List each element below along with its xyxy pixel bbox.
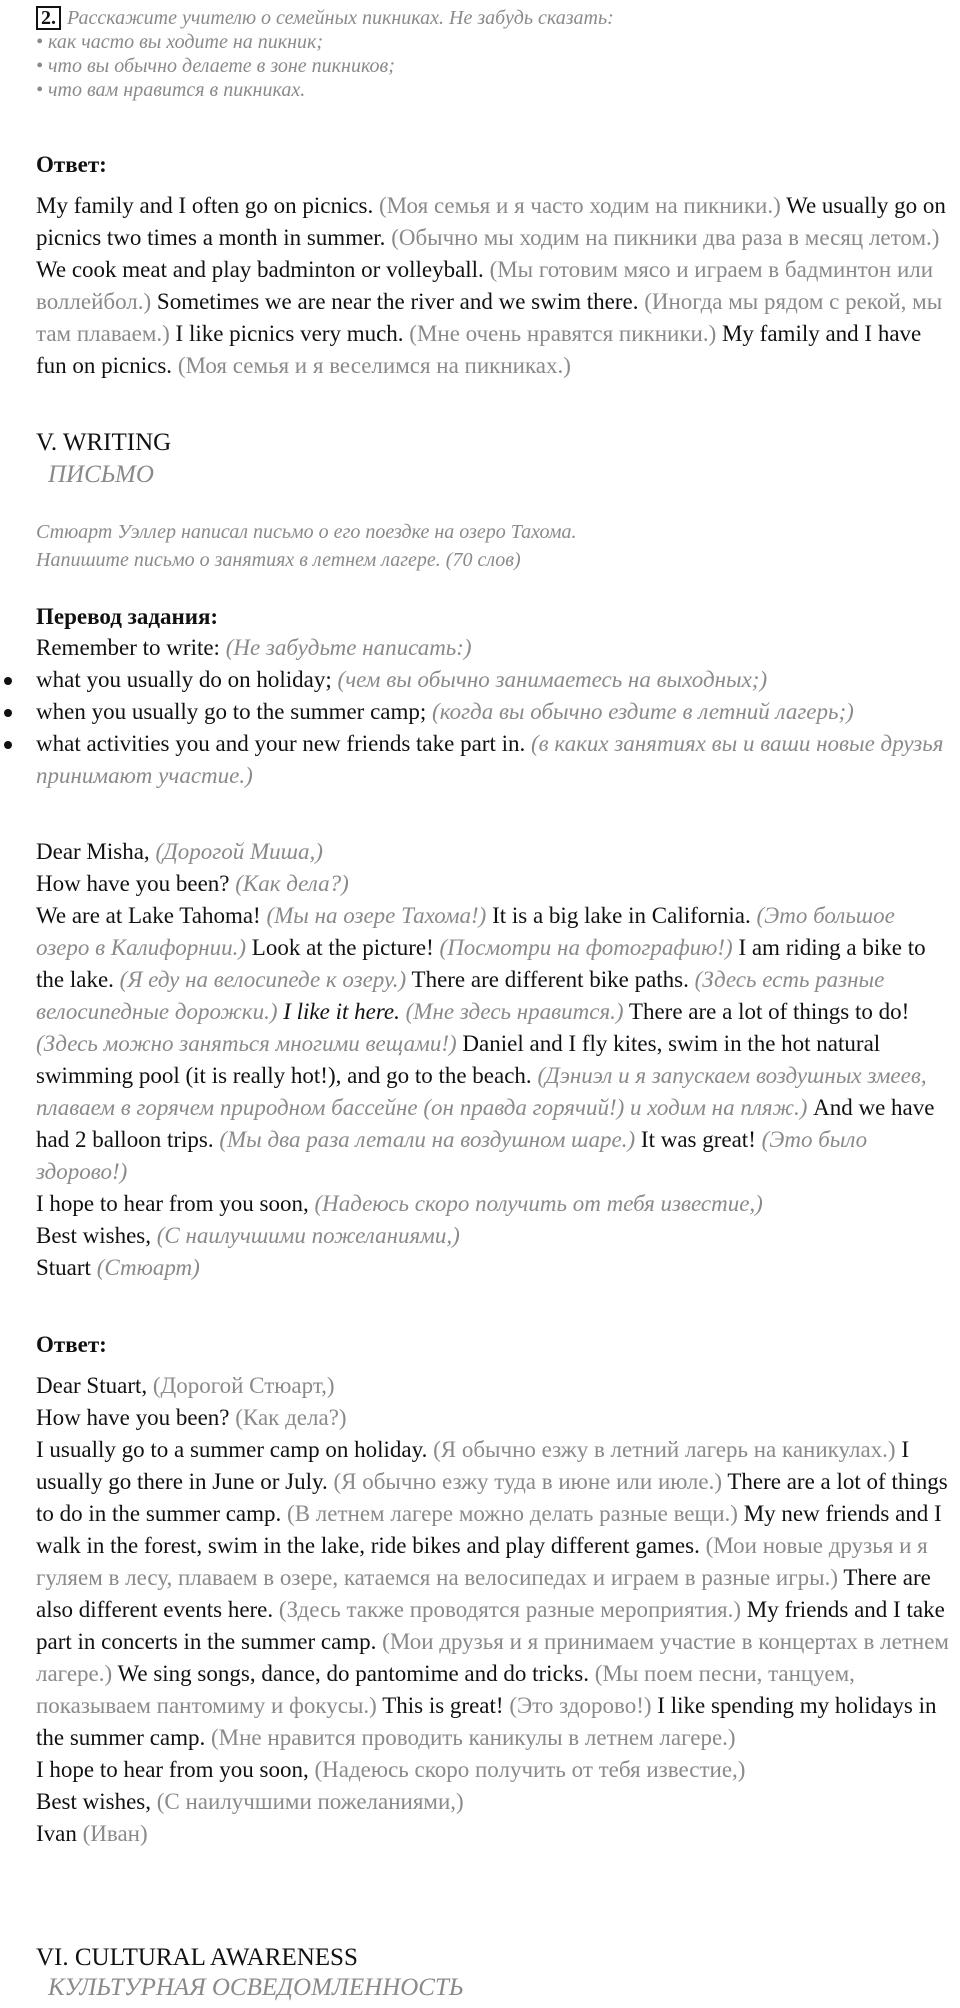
body-en: There are also different events here.: [36, 1565, 931, 1622]
hope-en: I hope to hear from you soon,: [36, 1191, 309, 1216]
letter-how: [36, 868, 952, 900]
answer-text-ru: (Мне очень нравятся пикники.): [409, 321, 717, 346]
letter-wishes: [36, 1786, 952, 1818]
body-ru: (Это большое озеро в Калифорнии.): [36, 903, 895, 960]
answer-text-ru: (Обычно мы ходим на пикники два раза в месяц летом.): [391, 225, 940, 250]
task-2: [36, 6, 952, 102]
letter-how: [36, 1402, 952, 1434]
how-ru: (Как дела?): [235, 1405, 347, 1430]
hope-ru: (Надеюсь скоро получить от тебя известие,): [314, 1757, 746, 1782]
task-prompt: Расскажите учителю о семейных пикниках. Не забудь сказать:: [67, 7, 614, 29]
bullet-en: when you usually go to the summer camp;: [36, 699, 427, 724]
body-ru: (Здесь есть разные велосипедные дорожки.): [36, 967, 885, 1024]
wishes-ru: (С наилучшими пожеланиями,): [156, 1223, 460, 1248]
translation-bullets: [36, 664, 952, 792]
translation-intro: [36, 632, 952, 664]
body-en: And we have had 2 balloon trips.: [36, 1095, 935, 1152]
answer-text-ru: (Мы готовим мясо и играем в бадминтон или воллейбол.): [36, 257, 934, 314]
body-en: There are a lot of things to do!: [628, 999, 910, 1024]
letter-wishes: [36, 1220, 952, 1252]
section-title: VI. CULTURAL AWARENESS: [36, 1944, 358, 1971]
letter-hope: [36, 1188, 952, 1220]
body-en: It was great!: [640, 1127, 756, 1152]
wishes-ru: (С наилучшими пожеланиями,): [156, 1789, 464, 1814]
section-subtitle: ПИСЬМО: [48, 461, 154, 488]
bullet-item: [36, 696, 952, 728]
letter-greeting: [36, 836, 952, 868]
hope-ru: (Надеюсь скоро получить от тебя известие,): [314, 1191, 763, 1216]
body-en: We are at Lake Tahoma!: [36, 903, 261, 928]
body-en: It is a big lake in California.: [492, 903, 751, 928]
body-ru: (Мы на озере Тахома!): [266, 903, 487, 928]
answer-text-ru: (Моя семья и я часто ходим на пикники.): [379, 193, 781, 218]
letter-signature: [36, 1252, 952, 1284]
how-ru: (Как дела?): [235, 871, 349, 896]
body-en: Look at the picture!: [251, 935, 434, 960]
letter-body: [36, 1434, 952, 1754]
answer-text-en: My family and I often go on picnics.: [36, 193, 374, 218]
letter-body: [36, 900, 952, 1188]
how-en: How have you been?: [36, 871, 230, 896]
body-ru: (В летнем лагере можно делать разные вещи.): [287, 1501, 738, 1526]
bullet-en: what activities you and your new friends take part in.: [36, 731, 526, 756]
letter-hope: [36, 1754, 952, 1786]
section-subtitle: КУЛЬТУРНАЯ ОСВЕДОМЛЕННОСТЬ: [48, 1974, 464, 2001]
answer-letter: [36, 1370, 952, 1850]
answer-text-en: We usually go on picnics two times a month in summer.: [36, 193, 946, 250]
bullet-en: what you usually do on holiday;: [36, 667, 332, 692]
body-ru: (Я еду на велосипеде к озеру.): [119, 967, 407, 992]
answer-text-en: Sometimes we are near the river and we swim there.: [156, 289, 639, 314]
answer-text-en: We cook meat and play badminton or volleyball.: [36, 257, 484, 282]
answer-heading: Ответ:: [36, 152, 107, 177]
task-item: • что вы обычно делаете в зоне пикников;: [36, 55, 395, 77]
bullet-icon: [4, 677, 12, 685]
body-ru: (Я обычно езжу туда в июне или июле.): [333, 1469, 722, 1494]
answer-text-en: I like picnics very much.: [175, 321, 404, 346]
bullet-icon: [4, 709, 12, 717]
example-letter: [36, 836, 952, 1284]
answer-text-ru: (Моя семья и я веселимся на пикниках.): [177, 353, 571, 378]
signature-ru: (Стюарт): [96, 1255, 200, 1280]
signature-en: Ivan: [36, 1821, 77, 1846]
how-en: How have you been?: [36, 1405, 230, 1430]
body-en: My friends and I take part in concerts in the summer camp.: [36, 1597, 945, 1654]
body-en: I am riding a bike to the lake.: [36, 935, 926, 992]
greeting-ru: (Дорогой Стюарт,): [152, 1373, 335, 1398]
letter-signature: [36, 1818, 952, 1850]
body-ru: (Дэниэл и я запускаем воздушных змеев, плаваем в горячем природном бассейне (он правда горячий!) и ходим на пляж.): [36, 1063, 927, 1120]
bullet-icon: [4, 741, 12, 749]
note-line: Стюарт Уэллер написал письмо о его поездке на озеро Тахома.: [36, 521, 577, 543]
task-number: 2.: [36, 6, 61, 30]
bullet-item: [36, 728, 952, 792]
body-en: I like spending my holidays in the summer camp.: [36, 1693, 937, 1750]
body-ru: (Здесь также проводятся разные мероприятия.): [278, 1597, 742, 1622]
body-ru: (Это здорово!): [509, 1693, 652, 1718]
bullet-ru: (чем вы обычно занимаетесь на выходных;): [337, 667, 768, 692]
translation-heading: Перевод задания:: [36, 604, 219, 629]
letter-greeting: [36, 1370, 952, 1402]
wishes-en: Best wishes,: [36, 1223, 151, 1248]
answer-paragraph: [36, 190, 952, 382]
answer-heading: Ответ:: [36, 1332, 107, 1357]
body-en: Daniel and I fly kites, swim in the hot natural swimming pool (it is really hot!), and go to the beach.: [36, 1031, 881, 1088]
body-ru: (Я обычно езжу в летний лагерь на каникулах.): [433, 1437, 896, 1462]
intro-en: Remember to write:: [36, 635, 220, 660]
body-ru: (Это было здорово!): [36, 1127, 868, 1184]
body-ru: (Мои друзья и я принимаем участие в концертах в летнем лагере.): [36, 1629, 949, 1686]
body-en: My new friends and I walk in the forest, swim in the lake, ride bikes and play different games.: [36, 1501, 942, 1558]
body-ru: (Мы поем песни, танцуем, показываем пантомиму и фокусы.): [36, 1661, 855, 1718]
bullet-ru: (в каких занятиях вы и ваши новые друзья принимают участие.): [36, 731, 944, 788]
task-note: [36, 518, 952, 574]
signature-en: Stuart: [36, 1255, 91, 1280]
hope-en: I hope to hear from you soon,: [36, 1757, 309, 1782]
body-ru: (Здесь можно заняться многими вещами!): [36, 1031, 457, 1056]
body-ru: (Мои новые друзья и я гуляем в лесу, плаваем в озере, катаемся на велосипедах и играем в разные игры.): [36, 1533, 928, 1590]
greeting-ru: (Дорогой Миша,): [155, 839, 323, 864]
body-en: This is great!: [382, 1693, 504, 1718]
body-en: I usually go there in June or July.: [36, 1437, 910, 1494]
wishes-en: Best wishes,: [36, 1789, 151, 1814]
body-en: There are different bike paths.: [411, 967, 689, 992]
bullet-ru: (когда вы обычно ездите в летний лагерь;): [432, 699, 854, 724]
body-en: We sing songs, dance, do pantomime and do tricks.: [117, 1661, 589, 1686]
bullet-item: [36, 664, 952, 696]
signature-ru: (Иван): [82, 1821, 148, 1846]
body-ru: (Посмотри на фотографию!): [439, 935, 733, 960]
body-ru: (Мне нравится проводить каникулы в летнем лагере.): [211, 1725, 736, 1750]
body-ru: (Мы два раза летали на воздушном шаре.): [219, 1127, 636, 1152]
note-line: Напишите письмо о занятиях в летнем лагере. (70 слов): [36, 549, 521, 571]
answer-text-ru: (Иногда мы рядом с рекой, мы там плаваем.): [36, 289, 943, 346]
greeting-en: Dear Stuart,: [36, 1373, 148, 1398]
body-en: I like it here.: [283, 999, 400, 1024]
task-item: • как часто вы ходите на пикник;: [36, 31, 324, 53]
task-item: • что вам нравится в пикниках.: [36, 79, 306, 101]
section-title: V. WRITING: [36, 429, 172, 456]
intro-ru: (Не забудьте написать:): [225, 635, 472, 660]
answer-text-en: My family and I have fun on picnics.: [36, 321, 922, 378]
greeting-en: Dear Misha,: [36, 839, 150, 864]
body-ru: (Мне здесь нравится.): [405, 999, 624, 1024]
body-en: There are a lot of things to do in the summer camp.: [36, 1469, 948, 1526]
body-en: I usually go to a summer camp on holiday.: [36, 1437, 428, 1462]
